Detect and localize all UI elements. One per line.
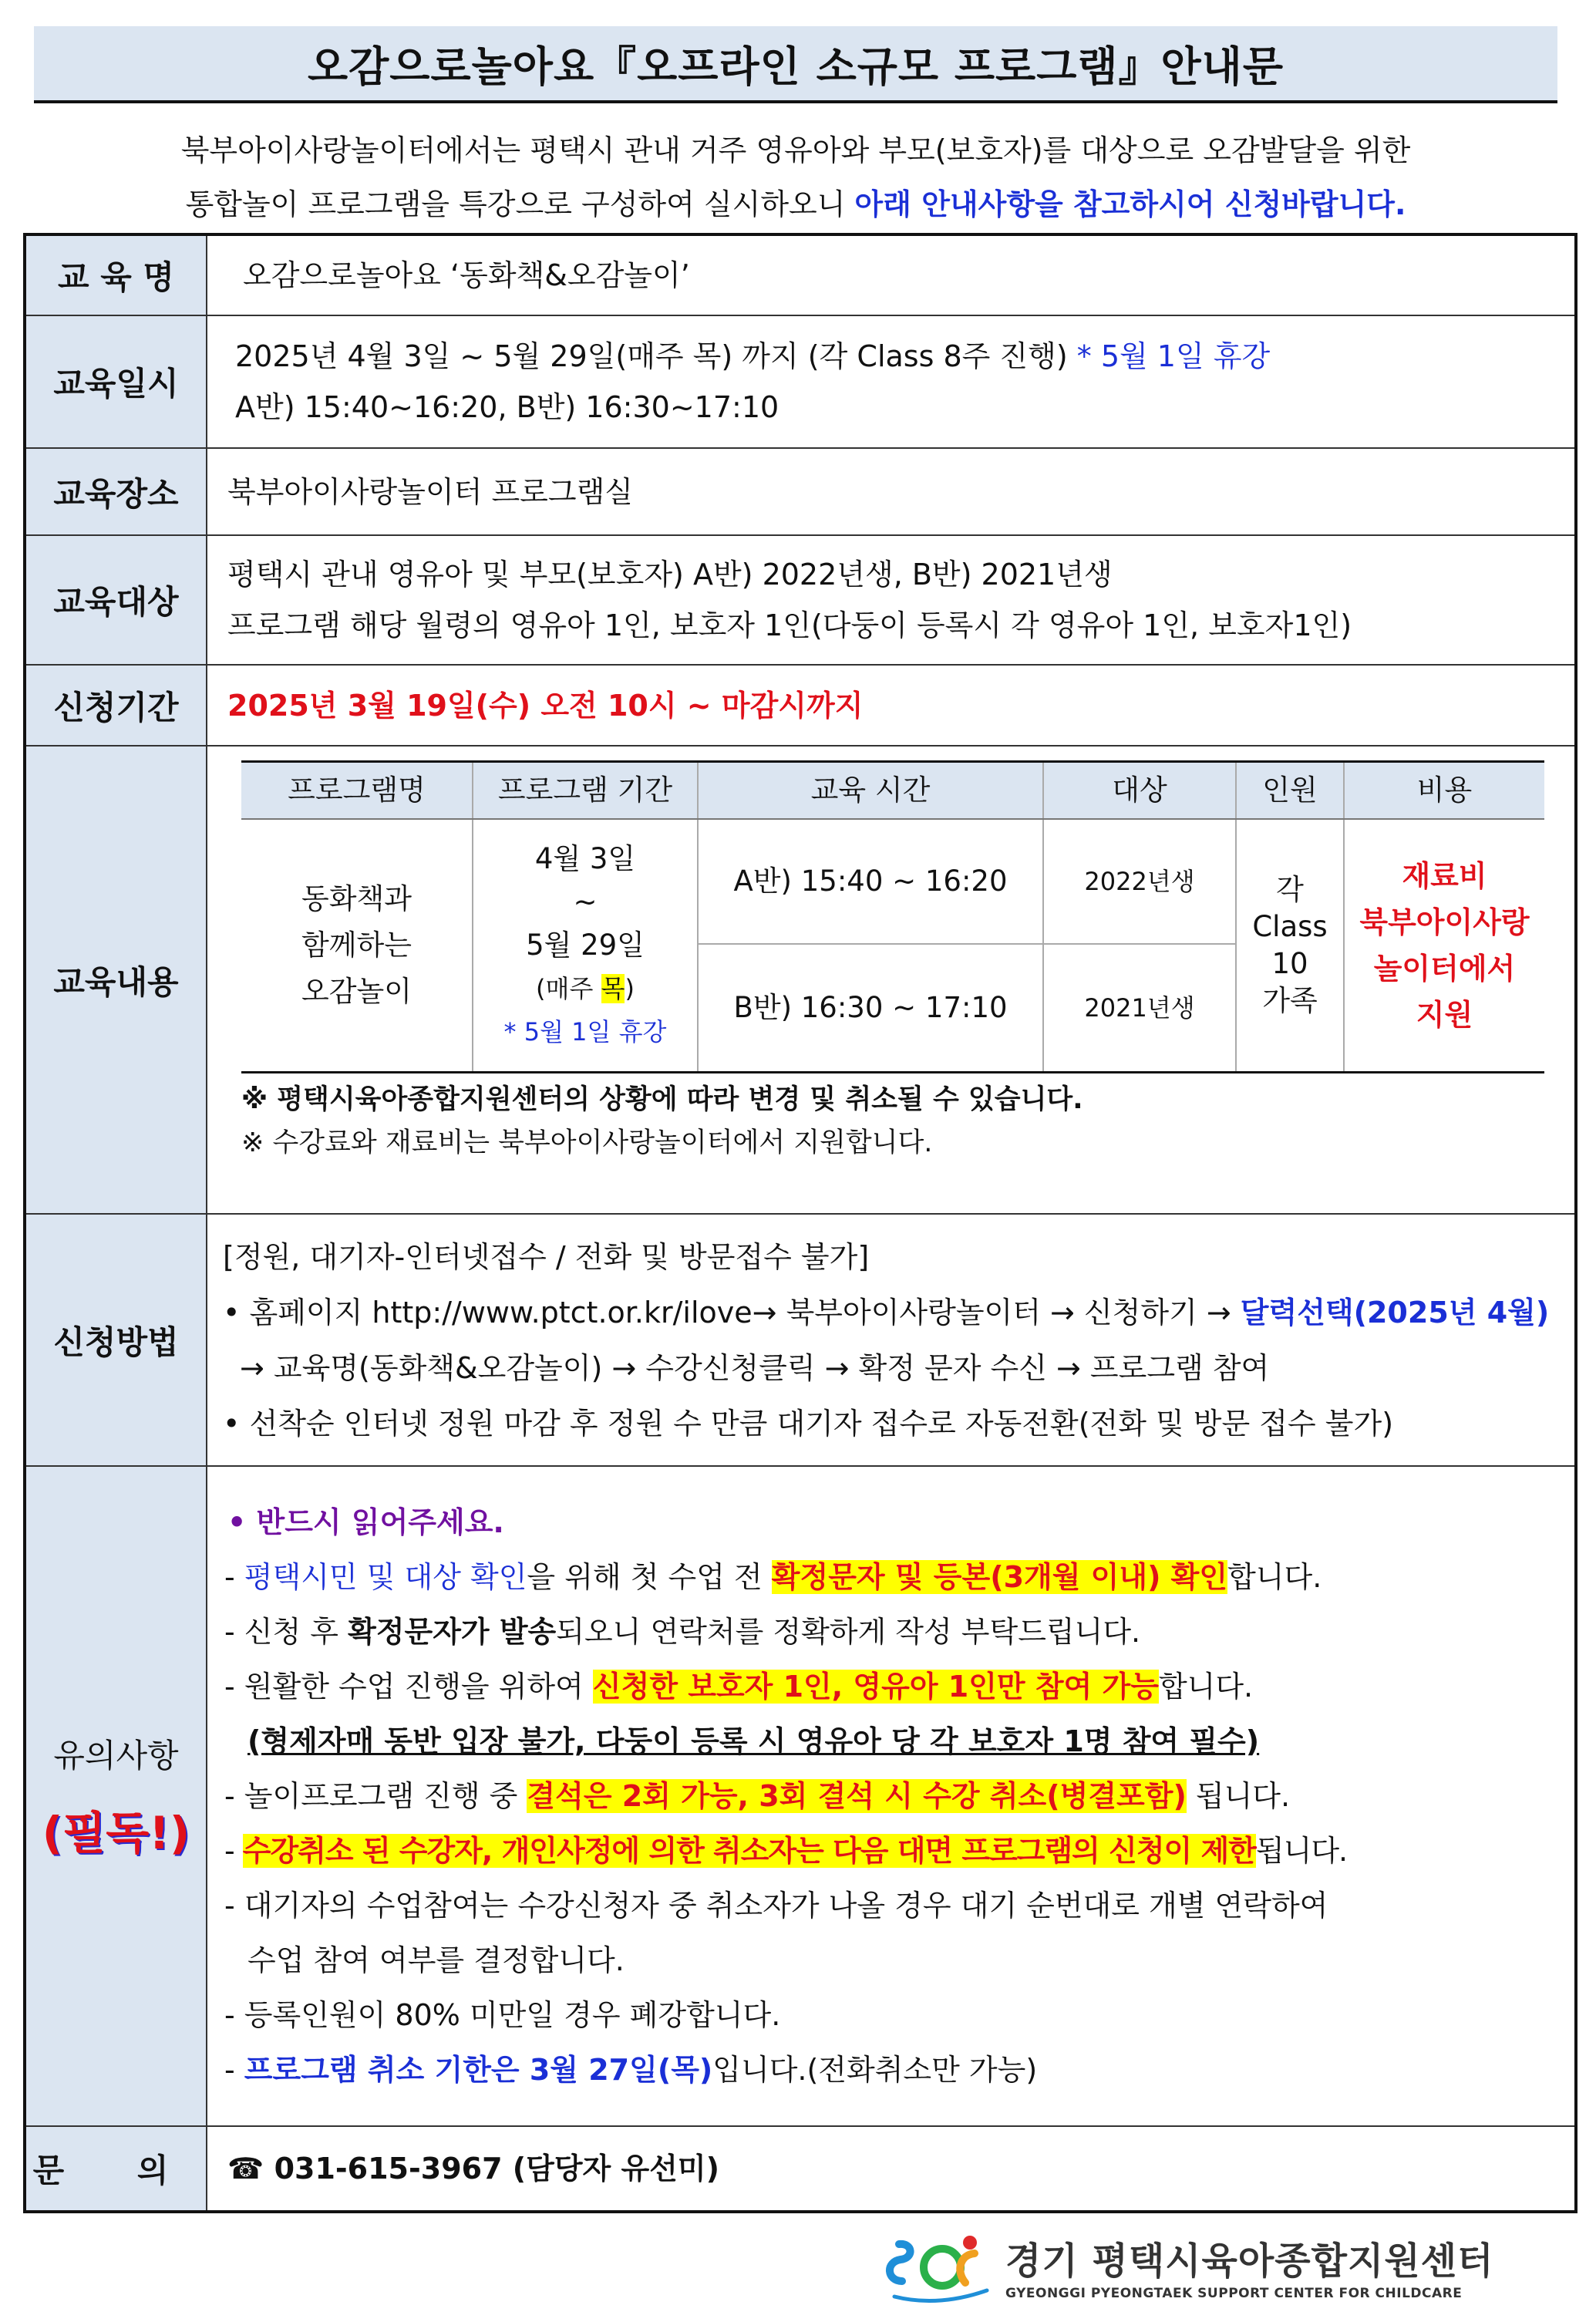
header-class-time: 교육 시간 xyxy=(698,762,1043,820)
label-name: 교 육 명 xyxy=(25,234,207,315)
period-tilde: ~ xyxy=(573,885,598,918)
row-target xyxy=(25,535,1576,665)
target-line-2: 프로그램 해당 월령의 영유아 1인, 보호자 1인(다둥이 등록시 각 영유아 1인, 보호자1인) xyxy=(227,608,1352,643)
value-schedule xyxy=(207,315,1576,448)
caution-8-end: 입니다.(전화취소만 가능) xyxy=(712,2052,1038,2087)
row-content xyxy=(25,746,1576,1214)
caution-4-text: - 놀이프로그램 진행 중 xyxy=(224,1778,527,1813)
capacity-line: Class xyxy=(1252,909,1328,943)
period-end: 5월 29일 xyxy=(526,928,645,962)
period-weekday-prefix: (매주 xyxy=(536,973,601,1003)
header-fee: 비용 xyxy=(1344,762,1544,820)
content-note-2: ※ 수강료와 재료비는 북부아이사랑놀이터에서 지원합니다. xyxy=(241,1127,933,1158)
info-table xyxy=(23,233,1577,2213)
caution-2-bold: 확정문자가 발송 xyxy=(348,1614,557,1649)
cell-time-a: A반) 15:40 ~ 16:20 xyxy=(698,819,1043,944)
value-place: 북부아이사랑놀이터 프로그램실 xyxy=(207,448,1576,535)
caution-8 xyxy=(224,2043,1561,2098)
target-line-1: 평택시 관내 영유아 및 부모(보호자) A반) 2022년생, B반) 2021년생 xyxy=(227,558,1113,592)
caution-head: • 반드시 읽어주세요. xyxy=(227,1505,504,1539)
method-line-3: → 교육명(동화책&오감놀이) → 수강신청클릭 → 확정 문자 수신 → 프로그램 참여 xyxy=(240,1350,1270,1385)
cell-target-a: 2022년생 xyxy=(1043,819,1236,944)
header-program-period: 프로그램 기간 xyxy=(473,762,698,820)
center-logo-icon xyxy=(879,2227,995,2304)
caution-3-sub: (형제자매 동반 입장 불가, 다둥이 등록 시 영유아 당 각 보호자 1명 참여 필수) xyxy=(247,1724,1260,1758)
caution-dash: - xyxy=(224,1559,244,1594)
caution-1 xyxy=(224,1550,1561,1605)
row-name xyxy=(25,234,1576,315)
period-holiday: * 5월 1일 휴강 xyxy=(503,1016,667,1046)
period-weekday-suffix: ) xyxy=(625,973,635,1003)
caution-2-end: 되오니 연락처를 정확하게 작성 부탁드립니다. xyxy=(556,1614,1141,1649)
value-target xyxy=(207,535,1576,665)
fee-line: 지원 xyxy=(1416,997,1473,1032)
label-place: 교육장소 xyxy=(25,448,207,535)
period-start: 4월 3일 xyxy=(534,841,636,875)
label-inquiry: 문 의 xyxy=(25,2126,207,2212)
row-caution xyxy=(25,1466,1576,2125)
value-caution xyxy=(207,1466,1576,2125)
period-weekday xyxy=(474,967,696,1010)
row-inquiry xyxy=(25,2126,1576,2212)
caution-3-end: 합니다. xyxy=(1158,1669,1254,1704)
label-caution xyxy=(25,1466,207,2125)
label-target: 교육대상 xyxy=(25,535,207,665)
caution-3 xyxy=(224,1660,1561,1714)
label-apply-period: 신청기간 xyxy=(25,665,207,746)
center-name-korean: 경기 평택시육아종합지원센터 xyxy=(1005,2239,1494,2283)
cell-program-name xyxy=(241,819,473,1072)
fee-line: 북부아이사랑 xyxy=(1359,905,1530,939)
value-apply-period: 2025년 3월 19일(수) 오전 10시 ~ 마감시까지 xyxy=(207,665,1576,746)
page-title: 오감으로놀아요『오프라인 소규모 프로그램』안내문 xyxy=(307,42,1285,91)
schedule-line-1 xyxy=(235,331,1561,382)
intro-text xyxy=(34,123,1557,231)
header-program-name: 프로그램명 xyxy=(241,762,473,820)
caution-1-text: 을 위해 첫 수업 전 xyxy=(527,1559,772,1594)
capacity-line: 가족 xyxy=(1262,983,1318,1017)
method-line-1: [정원, 대기자-인터넷접수 / 전화 및 방문접수 불가] xyxy=(223,1239,870,1274)
method-calendar: 달력선택(2025년 4월) xyxy=(1240,1295,1550,1330)
caution-4-highlight: 결석은 2회 가능, 3회 결석 시 수강 취소(병결포함) xyxy=(527,1778,1187,1813)
center-name-english: GYEONGGI PYEONGTAEK SUPPORT CENTER FOR CHILDCARE xyxy=(1005,2285,1463,2301)
cell-target-b: 2021년생 xyxy=(1043,944,1236,1072)
caution-3-highlight: 신청한 보호자 1인, 영유아 1인만 참여 가능 xyxy=(592,1669,1159,1704)
header-capacity: 인원 xyxy=(1236,762,1344,820)
schedule-line-2: A반) 15:40~16:20, B반) 16:30~17:10 xyxy=(235,390,779,425)
label-content: 교육내용 xyxy=(25,746,207,1214)
caution-4 xyxy=(224,1769,1561,1824)
value-name: 오감으로놀아요 ‘동화책&오감놀이’ xyxy=(207,234,1576,315)
cell-time-b: B반) 16:30 ~ 17:10 xyxy=(698,944,1043,1072)
fee-line: 놀이터에서 xyxy=(1373,951,1516,986)
caution-5 xyxy=(224,1824,1561,1879)
caution-1-highlight: 확정문자 및 등본(3개월 이내) 확인 xyxy=(771,1559,1228,1594)
program-name-line: 동화책과 xyxy=(301,881,412,915)
cell-capacity xyxy=(1236,819,1344,1072)
row-place xyxy=(25,448,1576,535)
intro-line-2 xyxy=(34,177,1557,231)
caution-2 xyxy=(224,1605,1561,1660)
value-content xyxy=(207,746,1576,1214)
method-steps: • 홈페이지 http://www.ptct.or.kr/ilove→ 북부아이사랑놀이터 → 신청하기 → xyxy=(223,1295,1241,1330)
program-table xyxy=(241,760,1544,1073)
content-note-1: ※ 평택시육아종합지원센터의 상황에 따라 변경 및 취소될 수 있습니다. xyxy=(241,1084,1083,1115)
capacity-line: 10 xyxy=(1271,946,1308,980)
caution-5-end: 됩니다. xyxy=(1255,1833,1348,1868)
caution-1-end: 합니다. xyxy=(1227,1559,1322,1594)
row-method xyxy=(25,1214,1576,1467)
value-inquiry: ☎ 031-615-3967 (담당자 유선미) xyxy=(207,2126,1576,2212)
intro-line-1: 북부아이사랑놀이터에서는 평택시 관내 거주 영유아와 부모(보호자)를 대상으로 오감발달을 위한 xyxy=(180,133,1411,167)
program-name-line: 오감놀이 xyxy=(301,974,412,1008)
intro-line-2-plain: 통합놀이 프로그램을 특강으로 구성하여 실시하오니 xyxy=(185,187,855,221)
value-method xyxy=(207,1214,1576,1467)
row-apply-period xyxy=(25,665,1576,746)
caution-must-read: (필독!) xyxy=(42,1807,190,1860)
footer-logo xyxy=(879,2227,1557,2304)
schedule-holiday: * 5월 1일 휴강 xyxy=(1076,339,1271,374)
center-name xyxy=(1005,2231,1494,2301)
fee-line: 재료비 xyxy=(1402,858,1487,893)
title-bar xyxy=(34,26,1557,103)
header-target: 대상 xyxy=(1043,762,1236,820)
caution-5-highlight: 수강취소 된 수강자, 개인사정에 의한 취소자는 다음 대면 프로그램의 신청이 제한 xyxy=(242,1833,1256,1868)
program-name-line: 함께하는 xyxy=(301,928,412,962)
method-line-4: • 선착순 인터넷 정원 마감 후 정원 수 만큼 대기자 접수로 자동전환(전화 및 방문 접수 불가) xyxy=(223,1406,1394,1441)
row-schedule xyxy=(25,315,1576,448)
method-line-2 xyxy=(223,1285,1561,1340)
schedule-dates: 2025년 4월 3일 ~ 5월 29일(매주 목) 까지 (각 Class 8주 진행) xyxy=(235,339,1077,374)
caution-7: - 등록인원이 80% 미만일 경우 폐강합니다. xyxy=(224,1997,781,2032)
caution-3-text: - 원활한 수업 진행을 위하여 xyxy=(224,1669,593,1704)
cell-program-period xyxy=(473,819,698,1072)
label-method: 신청방법 xyxy=(25,1214,207,1467)
capacity-line: 각 xyxy=(1276,872,1304,906)
period-weekday-highlight: 목 xyxy=(601,973,625,1003)
caution-4-end: 됩니다. xyxy=(1186,1778,1291,1813)
caution-dash: - xyxy=(224,2052,244,2087)
caution-dash: - xyxy=(224,1833,243,1868)
caution-2-text: - 신청 후 xyxy=(224,1614,348,1649)
caution-1-blue: 평택시민 및 대상 확인 xyxy=(244,1559,527,1594)
cell-fee xyxy=(1344,819,1544,1072)
caution-8-blue: 프로그램 취소 기한은 3월 27일(목) xyxy=(244,2052,713,2087)
caution-6: - 대기자의 수업참여는 수강신청자 중 취소자가 나올 경우 대기 순번대로 개별 연락하여 xyxy=(224,1888,1328,1923)
caution-title: 유의사항 xyxy=(53,1737,179,1775)
label-schedule: 교육일시 xyxy=(25,315,207,448)
caution-6-cont: 수업 참여 여부를 결정합니다. xyxy=(247,1943,625,1977)
intro-line-2-emphasis: 아래 안내사항을 참고하시어 신청바랍니다. xyxy=(854,187,1406,221)
